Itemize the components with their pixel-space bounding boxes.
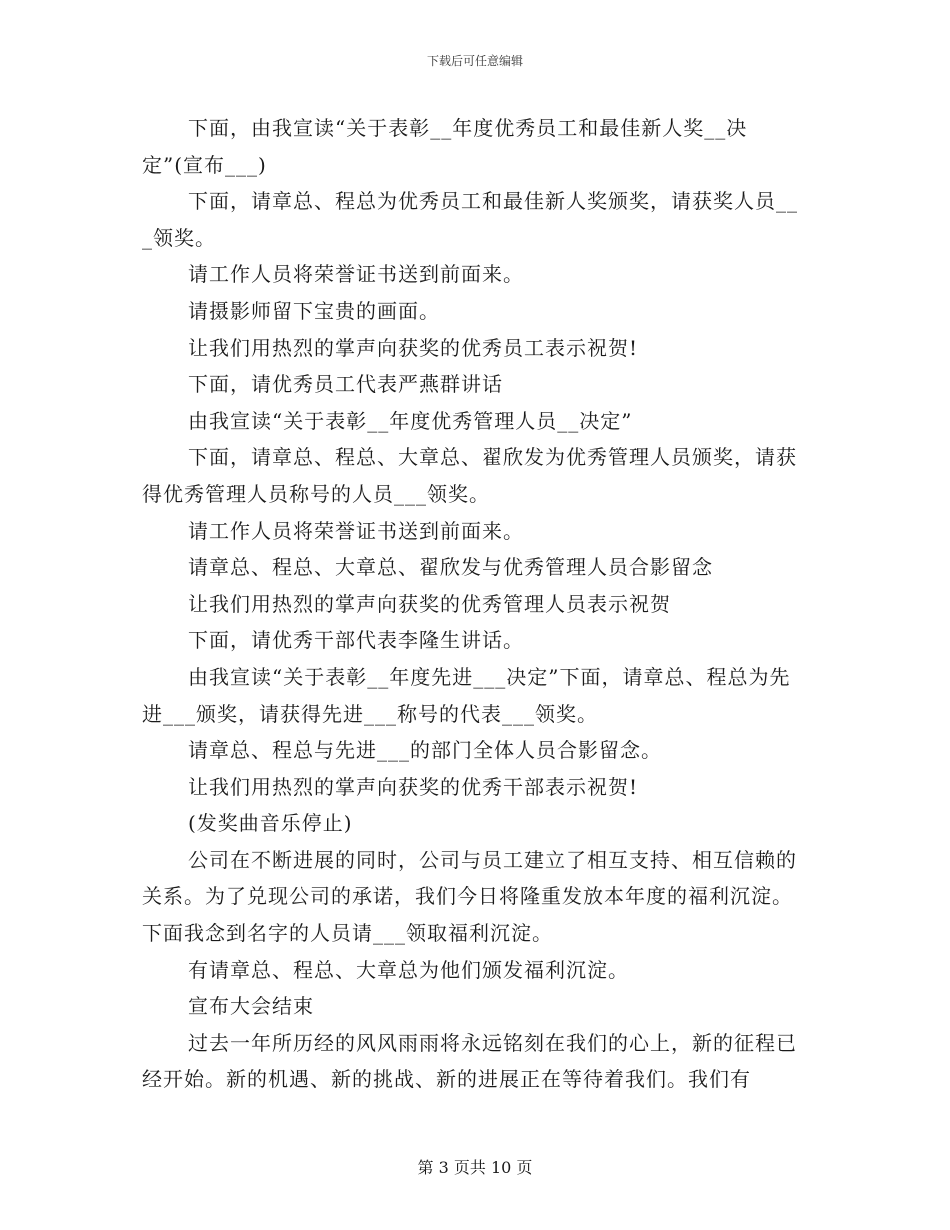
paragraph: (发奖曲音乐停止) [188, 811, 353, 836]
paragraph: 请章总、程总、大章总、翟欣发与优秀管理人员合影留念 [188, 555, 713, 580]
paragraph: 宣布大会结束 [188, 994, 314, 1019]
paragraph: 下面，请章总、程总、大章总、翟欣发为优秀管理人员颁奖，请获得优秀管理人员称号的人员___领奖。 [142, 445, 797, 506]
paragraph: 请摄影师留下宝贵的画面。 [188, 298, 440, 323]
paragraph: 下面，请章总、程总为优秀员工和最佳新人奖颁奖，请获奖人员___领奖。 [142, 189, 798, 250]
paragraph: 下面，请优秀干部代表李隆生讲话。 [188, 628, 524, 653]
page-footer: 第 3 页共 10 页 [417, 1158, 533, 1177]
paragraph: 由我宣读“关于表彰__年度先进___决定”下面，请章总、程总为先进___颁奖，请获得先进___称号的代表___领奖。 [142, 664, 791, 726]
paragraph: 有请章总、程总、大章总为他们颁发福利沉淀。 [188, 957, 629, 982]
paragraph: 下面，由我宣读“关于表彰__年度优秀员工和最佳新人奖__决定”(宣布___) [142, 116, 748, 177]
paragraph: 请工作人员将荣誉证书送到前面来。 [188, 518, 524, 543]
paragraph: 让我们用热烈的掌声向获奖的优秀管理人员表示祝贺 [188, 591, 671, 616]
paragraph: 让我们用热烈的掌声向获奖的优秀干部表示祝贺! [188, 774, 639, 799]
paragraph: 过去一年所历经的风风雨雨将永远铭刻在我们的心上，新的征程已经开始。新的机遇、新的挑战、新的进展正在等待着我们。我们有 [142, 1030, 797, 1092]
paragraph: 由我宣读“关于表彰__年度优秀管理人员__决定” [188, 408, 633, 433]
paragraph: 请章总、程总与先进___的部门全体人员合影留念。 [188, 738, 662, 763]
paragraph: 下面，请优秀员工代表严燕群讲话 [188, 372, 503, 397]
paragraph: 请工作人员将荣誉证书送到前面来。 [188, 262, 524, 287]
document-body [142, 110, 808, 1098]
paragraph: 让我们用热烈的掌声向获奖的优秀员工表示祝贺! [188, 335, 639, 360]
page-header: 下载后可任意编辑 [426, 54, 523, 68]
paragraph: 公司在不断进展的同时，公司与员工建立了相互支持、相互信赖的关系。为了兑现公司的承诺，我们今日将隆重发放本年度的福利沉淀。下面我念到名字的人员请___领取福利沉淀。 [142, 847, 797, 946]
